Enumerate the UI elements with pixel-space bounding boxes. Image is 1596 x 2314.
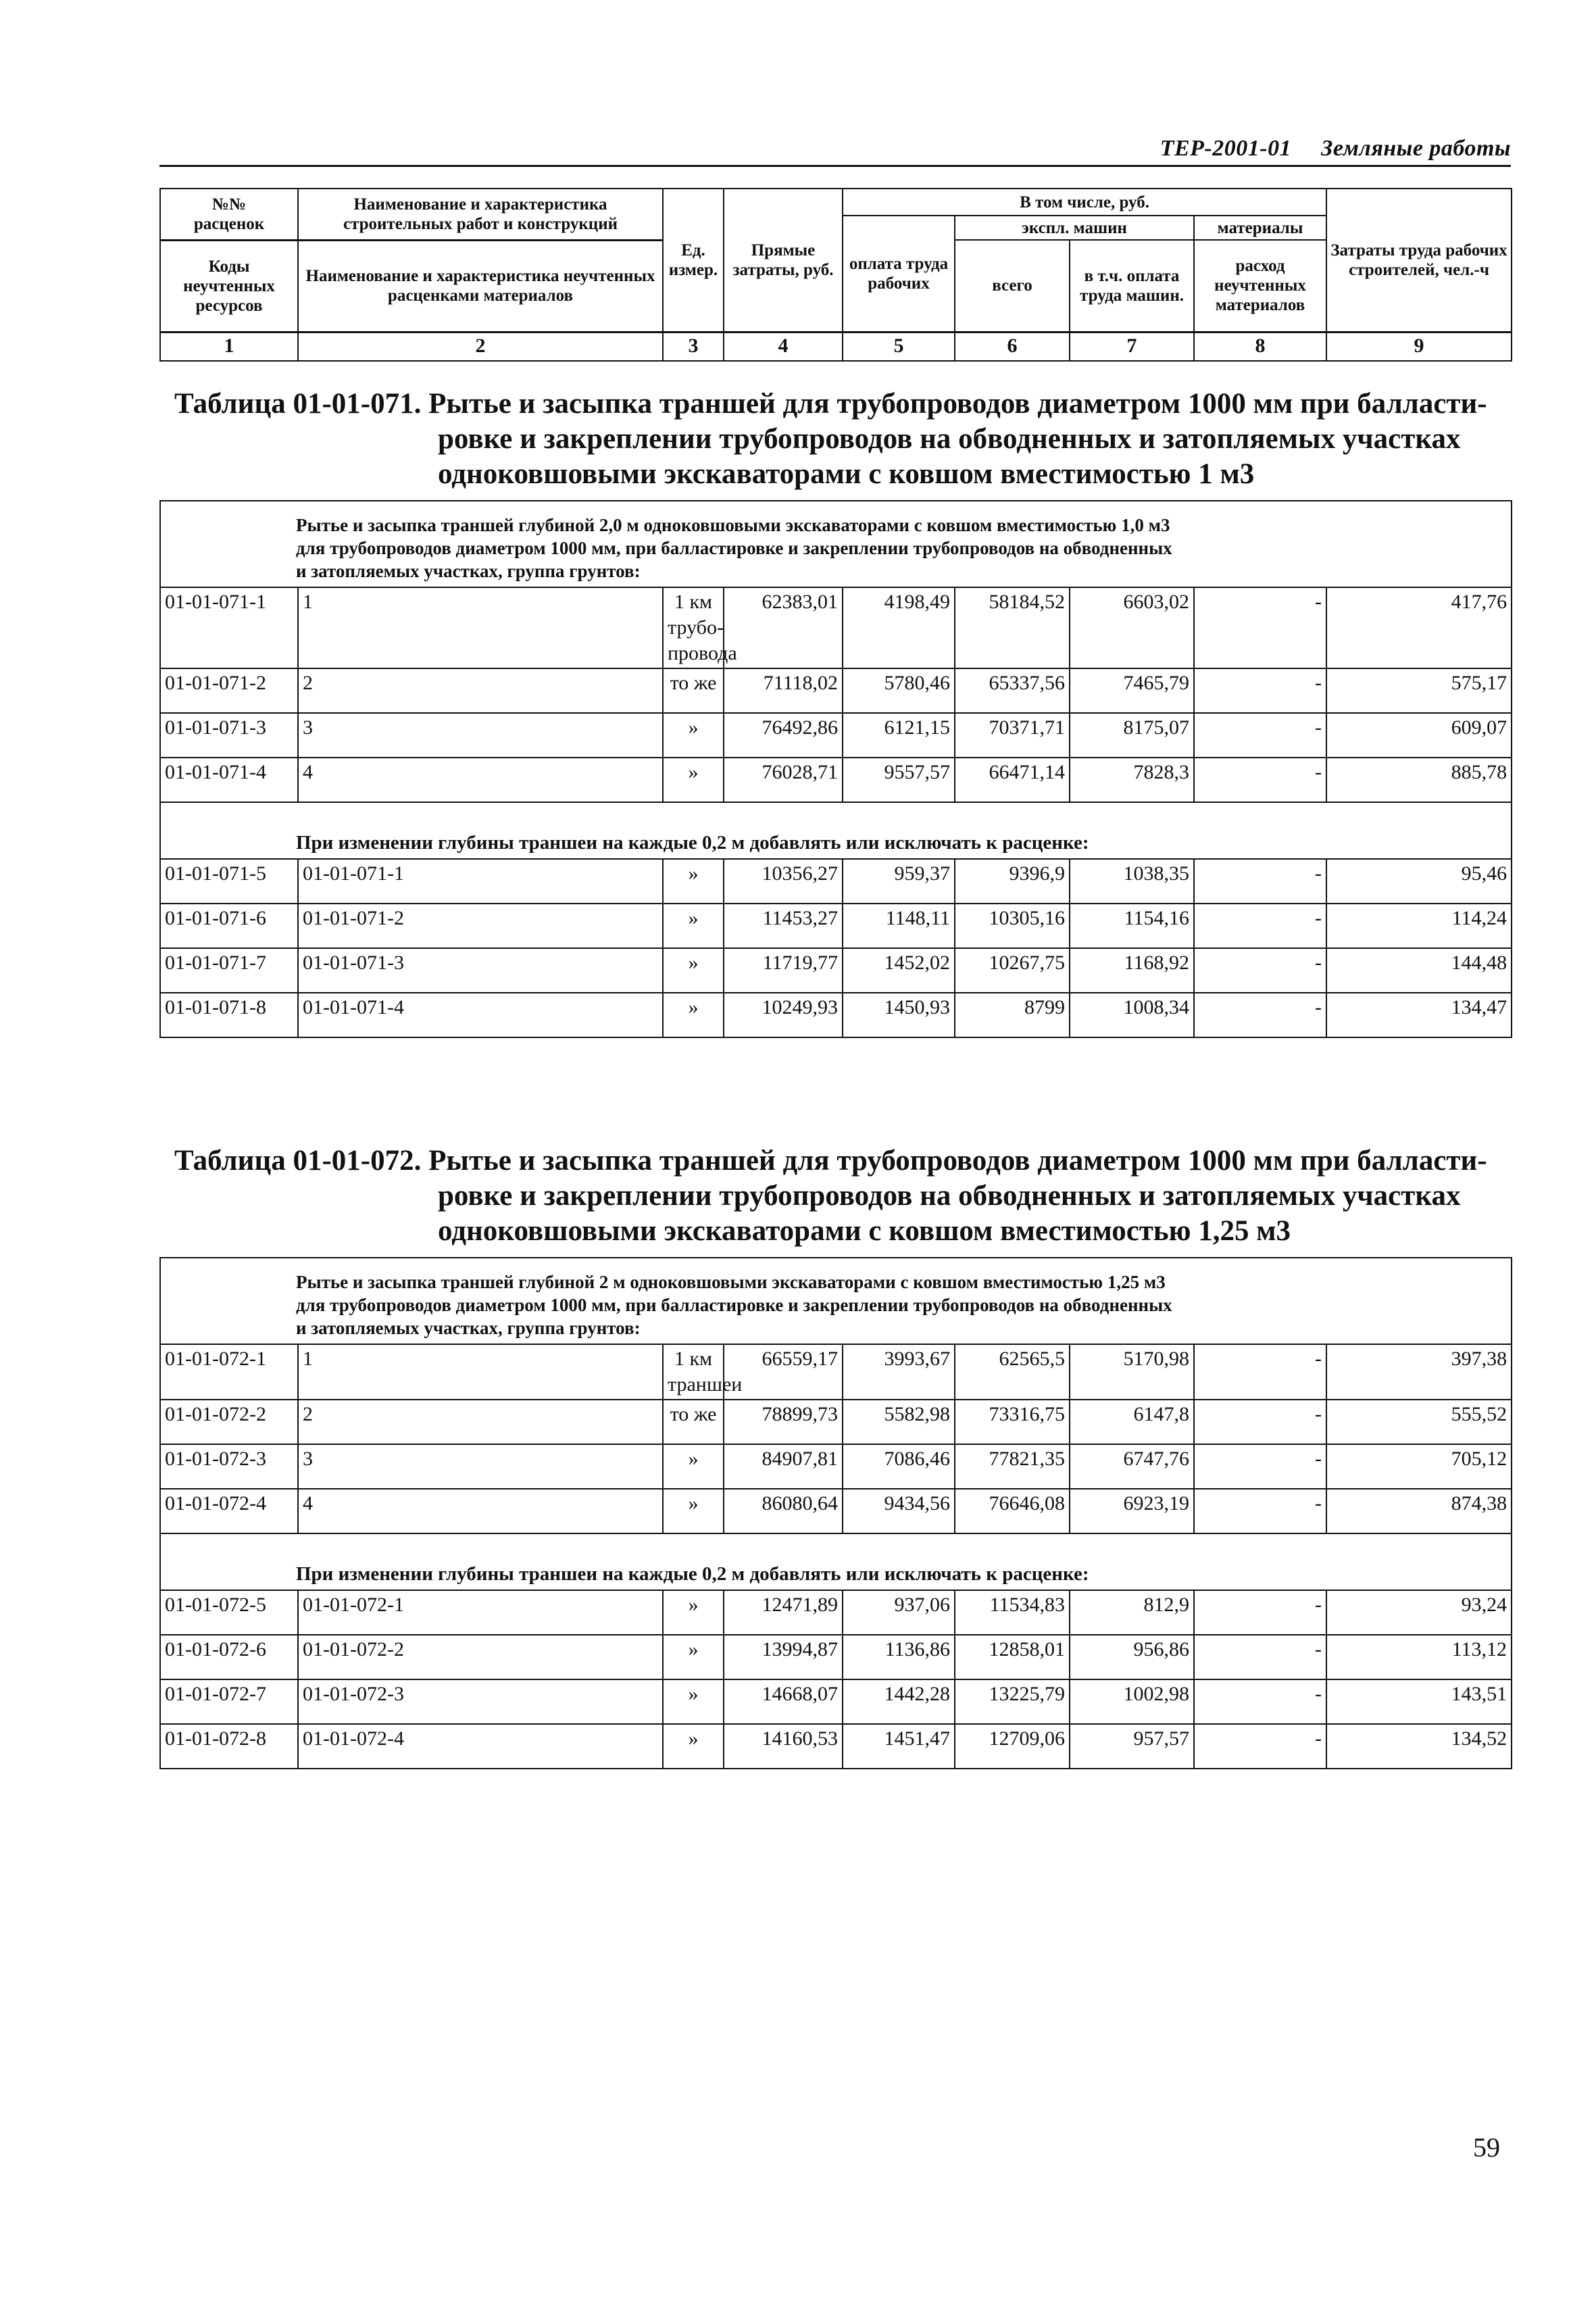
labor-hours: 143,51	[1326, 1679, 1512, 1724]
material-cost: -	[1194, 904, 1326, 948]
unit: »	[663, 993, 724, 1037]
machine-labor-cost: 1168,92	[1070, 948, 1194, 993]
direct-cost: 10356,27	[724, 859, 843, 904]
machine-labor-cost: 8175,07	[1070, 713, 1194, 758]
base-rate-code: 01-01-072-2	[298, 1635, 663, 1679]
table-row	[160, 758, 1512, 802]
rate-code: 01-01-071-7	[160, 948, 298, 993]
column-number: 4	[724, 332, 843, 361]
rate-code: 01-01-071-2	[160, 668, 298, 713]
machine-cost: 70371,71	[955, 713, 1070, 758]
table-row	[160, 1635, 1512, 1679]
col8-header: расход неучтенных материалов	[1194, 240, 1326, 332]
machine-labor-cost: 6147,8	[1070, 1400, 1194, 1444]
direct-cost: 62383,01	[724, 587, 843, 668]
column-number: 8	[1194, 332, 1326, 361]
unit: »	[663, 1724, 724, 1769]
machine-labor-cost: 957,57	[1070, 1724, 1194, 1769]
column-number: 1	[160, 332, 298, 361]
table-title: Таблица 01-01-071. Рытье и засыпка траншей для трубопроводов диаметром 1000 мм при балласти- ровке и закреплении трубопроводов на обводненных и затопляемых участках одноковшовыми экскаваторами с ковшом вместимостью 1 м3	[174, 388, 1487, 490]
rate-code: 01-01-072-6	[160, 1635, 298, 1679]
unit: »	[663, 1489, 724, 1533]
column-number: 6	[955, 332, 1070, 361]
work-description: Рытье и засыпка траншей глубиной 2,0 м одноковшовыми экскаваторами с ковшом вместимостью 1,0 м3 для трубопроводов диаметром 1000 мм, при балластировке и закреплении трубопроводов на обводненных и затопляемых участках, группа грунтов:	[160, 501, 1512, 587]
unit: »	[663, 1635, 724, 1679]
direct-cost: 11719,77	[724, 948, 843, 993]
material-cost: -	[1194, 1400, 1326, 1444]
labor-cost: 937,06	[843, 1590, 955, 1635]
soil-group: 2	[298, 1400, 663, 1444]
unit: »	[663, 1679, 724, 1724]
unit: 1 км траншеи	[663, 1344, 724, 1400]
soil-group: 3	[298, 713, 663, 758]
machine-labor-cost: 1002,98	[1070, 1679, 1194, 1724]
rates-table	[159, 500, 1512, 1038]
soil-group: 4	[298, 758, 663, 802]
labor-cost: 3993,67	[843, 1344, 955, 1400]
column-number: 5	[843, 332, 955, 361]
labor-hours: 113,12	[1326, 1635, 1512, 1679]
machine-cost: 12709,06	[955, 1724, 1070, 1769]
machine-cost: 9396,9	[955, 859, 1070, 904]
col6-header: всего	[955, 240, 1070, 332]
machine-labor-cost: 6747,76	[1070, 1444, 1194, 1489]
machine-labor-cost: 956,86	[1070, 1635, 1194, 1679]
direct-cost: 14160,53	[724, 1724, 843, 1769]
material-cost: -	[1194, 1679, 1326, 1724]
rates-table	[159, 1257, 1512, 1769]
soil-group: 3	[298, 1444, 663, 1489]
rate-code: 01-01-071-4	[160, 758, 298, 802]
labor-hours: 609,07	[1326, 713, 1512, 758]
document-code: ТЕР-2001-01	[1159, 136, 1292, 161]
machine-cost: 13225,79	[955, 1679, 1070, 1724]
soil-group: 1	[298, 587, 663, 668]
machine-labor-cost: 1154,16	[1070, 904, 1194, 948]
work-description: Рытье и засыпка траншей глубиной 2 м одноковшовыми экскаваторами с ковшом вместимостью 1,25 м3 для трубопроводов диаметром 1000 мм, при балластировке и закреплении трубопроводов на обводненных и затопляемых участках, группа грунтов:	[160, 1258, 1512, 1344]
material-cost: -	[1194, 1344, 1326, 1400]
table-row	[160, 1444, 1512, 1489]
unit: то же	[663, 668, 724, 713]
unit: »	[663, 758, 724, 802]
table-row	[160, 1590, 1512, 1635]
direct-cost: 10249,93	[724, 993, 843, 1037]
machine-cost: 65337,56	[955, 668, 1070, 713]
soil-group: 2	[298, 668, 663, 713]
material-cost: -	[1194, 1444, 1326, 1489]
machine-labor-cost: 7828,3	[1070, 758, 1194, 802]
direct-cost: 84907,81	[724, 1444, 843, 1489]
machine-cost: 10305,16	[955, 904, 1070, 948]
machine-cost: 58184,52	[955, 587, 1070, 668]
col2-header-top: Наименование и характеристика строительных работ и конструкций	[298, 189, 663, 240]
table-row	[160, 993, 1512, 1037]
material-cost: -	[1194, 758, 1326, 802]
direct-cost: 66559,17	[724, 1344, 843, 1400]
col7-header: в т.ч. оплата труда машин.	[1070, 240, 1194, 332]
machine-labor-cost: 1008,34	[1070, 993, 1194, 1037]
direct-cost: 12471,89	[724, 1590, 843, 1635]
labor-hours: 144,48	[1326, 948, 1512, 993]
machine-cost: 66471,14	[955, 758, 1070, 802]
machines-header: экспл. машин	[955, 216, 1194, 240]
machine-labor-cost: 6603,02	[1070, 587, 1194, 668]
labor-hours: 134,52	[1326, 1724, 1512, 1769]
rate-code: 01-01-071-6	[160, 904, 298, 948]
column-header-table	[159, 188, 1512, 362]
labor-hours: 397,38	[1326, 1344, 1512, 1400]
base-rate-code: 01-01-072-4	[298, 1724, 663, 1769]
machine-cost: 12858,01	[955, 1635, 1070, 1679]
unit: »	[663, 948, 724, 993]
direct-cost: 76028,71	[724, 758, 843, 802]
table-row	[160, 1679, 1512, 1724]
base-rate-code: 01-01-072-3	[298, 1679, 663, 1724]
column-number: 9	[1326, 332, 1512, 361]
running-header	[159, 132, 1511, 167]
table-row	[160, 1724, 1512, 1769]
table-row	[160, 1489, 1512, 1533]
depth-adjustment-note: При изменении глубины траншеи на каждые 0,2 м добавлять или исключать к расценке:	[160, 1533, 1512, 1590]
rate-code: 01-01-072-8	[160, 1724, 298, 1769]
section-name: Земляные работы	[1321, 136, 1511, 161]
base-rate-code: 01-01-071-3	[298, 948, 663, 993]
machine-cost: 8799	[955, 993, 1070, 1037]
labor-cost: 4198,49	[843, 587, 955, 668]
rate-code: 01-01-071-5	[160, 859, 298, 904]
material-cost: -	[1194, 713, 1326, 758]
material-cost: -	[1194, 859, 1326, 904]
table-row	[160, 587, 1512, 668]
labor-cost: 1148,11	[843, 904, 955, 948]
column-number: 7	[1070, 332, 1194, 361]
direct-cost: 76492,86	[724, 713, 843, 758]
rate-code: 01-01-072-7	[160, 1679, 298, 1724]
direct-cost: 78899,73	[724, 1400, 843, 1444]
rate-code: 01-01-072-2	[160, 1400, 298, 1444]
labor-cost: 6121,15	[843, 713, 955, 758]
machine-cost: 11534,83	[955, 1590, 1070, 1635]
table-row	[160, 948, 1512, 993]
direct-cost: 71118,02	[724, 668, 843, 713]
machine-cost: 76646,08	[955, 1489, 1070, 1533]
table-row	[160, 1344, 1512, 1400]
machine-labor-cost: 5170,98	[1070, 1344, 1194, 1400]
rate-code: 01-01-072-1	[160, 1344, 298, 1400]
machine-labor-cost: 812,9	[1070, 1590, 1194, 1635]
direct-cost: 11453,27	[724, 904, 843, 948]
column-number: 2	[298, 332, 663, 361]
machine-cost: 77821,35	[955, 1444, 1070, 1489]
labor-hours: 95,46	[1326, 859, 1512, 904]
labor-cost: 1452,02	[843, 948, 955, 993]
labor-cost: 7086,46	[843, 1444, 955, 1489]
table-row	[160, 668, 1512, 713]
labor-cost: 5780,46	[843, 668, 955, 713]
unit: то же	[663, 1400, 724, 1444]
machine-labor-cost: 6923,19	[1070, 1489, 1194, 1533]
rate-code: 01-01-071-3	[160, 713, 298, 758]
material-cost: -	[1194, 948, 1326, 993]
labor-hours: 885,78	[1326, 758, 1512, 802]
labor-cost: 1451,47	[843, 1724, 955, 1769]
material-cost: -	[1194, 993, 1326, 1037]
labor-cost: 1136,86	[843, 1635, 955, 1679]
direct-cost: 14668,07	[724, 1679, 843, 1724]
labor-hours: 705,12	[1326, 1444, 1512, 1489]
depth-adjustment-note: При изменении глубины траншеи на каждые 0,2 м добавлять или исключать к расценке:	[160, 802, 1512, 859]
table-row	[160, 1400, 1512, 1444]
machine-cost: 73316,75	[955, 1400, 1070, 1444]
column-number-row	[160, 332, 1512, 361]
col9-header: Затраты труда рабочих строителей, чел.-ч	[1326, 189, 1512, 332]
material-cost: -	[1194, 1635, 1326, 1679]
material-cost: -	[1194, 668, 1326, 713]
labor-cost: 959,37	[843, 859, 955, 904]
base-rate-code: 01-01-071-1	[298, 859, 663, 904]
col4-header: Прямые затраты, руб.	[724, 189, 843, 332]
material-cost: -	[1194, 1724, 1326, 1769]
machine-cost: 10267,75	[955, 948, 1070, 993]
col1-header-bottom: Коды неучтенных ресурсов	[160, 240, 298, 332]
labor-cost: 1450,93	[843, 993, 955, 1037]
col5-header: оплата труда рабочих	[843, 216, 955, 332]
labor-hours: 134,47	[1326, 993, 1512, 1037]
column-number: 3	[663, 332, 724, 361]
materials-header: материалы	[1194, 216, 1326, 240]
unit: 1 км трубо-провода	[663, 587, 724, 668]
rate-code: 01-01-072-3	[160, 1444, 298, 1489]
rate-code: 01-01-071-8	[160, 993, 298, 1037]
direct-cost: 86080,64	[724, 1489, 843, 1533]
labor-cost: 9557,57	[843, 758, 955, 802]
table-row	[160, 904, 1512, 948]
material-cost: -	[1194, 1489, 1326, 1533]
table-row	[160, 713, 1512, 758]
machine-labor-cost: 7465,79	[1070, 668, 1194, 713]
soil-group: 4	[298, 1489, 663, 1533]
soil-group: 1	[298, 1344, 663, 1400]
rate-code: 01-01-072-5	[160, 1590, 298, 1635]
labor-hours: 555,52	[1326, 1400, 1512, 1444]
table-title: Таблица 01-01-072. Рытье и засыпка траншей для трубопроводов диаметром 1000 мм при балласти- ровке и закреплении трубопроводов на обводненных и затопляемых участках одноковшовыми экскаваторами с ковшом вместимостью 1,25 м3	[174, 1145, 1487, 1247]
labor-cost: 1442,28	[843, 1679, 955, 1724]
unit: »	[663, 859, 724, 904]
machine-cost: 62565,5	[955, 1344, 1070, 1400]
base-rate-code: 01-01-071-2	[298, 904, 663, 948]
rate-code: 01-01-071-1	[160, 587, 298, 668]
unit: »	[663, 904, 724, 948]
labor-cost: 9434,56	[843, 1489, 955, 1533]
material-cost: -	[1194, 1590, 1326, 1635]
rate-code: 01-01-072-4	[160, 1489, 298, 1533]
col1-header-top: №№ расценок	[160, 189, 298, 240]
labor-hours: 93,24	[1326, 1590, 1512, 1635]
labor-hours: 417,76	[1326, 587, 1512, 668]
labor-cost: 5582,98	[843, 1400, 955, 1444]
table-row	[160, 859, 1512, 904]
base-rate-code: 01-01-071-4	[298, 993, 663, 1037]
col3-header: Ед. измер.	[663, 189, 724, 332]
base-rate-code: 01-01-072-1	[298, 1590, 663, 1635]
labor-hours: 874,38	[1326, 1489, 1512, 1533]
col2-header-bottom: Наименование и характеристика неучтенных расценками материалов	[298, 240, 663, 332]
page-number: 59	[1473, 2132, 1500, 2163]
unit: »	[663, 1444, 724, 1489]
direct-cost: 13994,87	[724, 1635, 843, 1679]
labor-hours: 575,17	[1326, 668, 1512, 713]
unit: »	[663, 713, 724, 758]
group-header: В том числе, руб.	[843, 189, 1326, 216]
material-cost: -	[1194, 587, 1326, 668]
unit: »	[663, 1590, 724, 1635]
labor-hours: 114,24	[1326, 904, 1512, 948]
machine-labor-cost: 1038,35	[1070, 859, 1194, 904]
